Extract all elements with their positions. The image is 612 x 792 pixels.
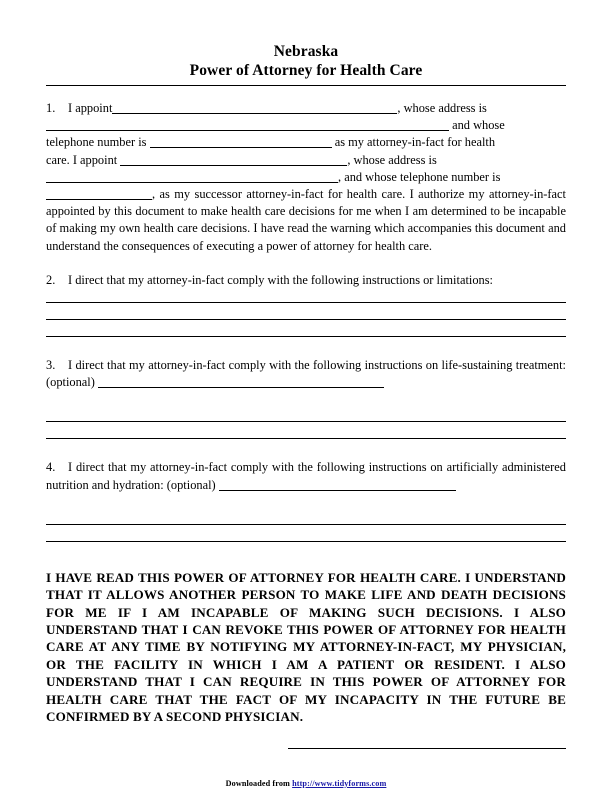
section-2	[46, 272, 566, 289]
section-3-number: 3.	[46, 358, 56, 373]
agent-address-blank[interactable]	[46, 119, 449, 131]
section-2-answer-line-1[interactable]	[46, 302, 566, 303]
signature-area	[46, 748, 566, 749]
section-1-text-i: , as my successor attorney-in-fact for health care. I authorize my attorney-in-fact appointed by this document to make health care decisions for me when I am determined to be incapable of making my own health care decisions. I have read the warning which accompanies this document and understand the consequences of executing a power of attorney for health care.	[46, 187, 566, 253]
section-1-number: 1.	[46, 101, 56, 115]
section-2-answer-line-2[interactable]	[46, 319, 566, 320]
acknowledgement-statement: I HAVE READ THIS POWER OF ATTORNEY FOR HEALTH CARE. I UNDERSTAND THAT IT ALLOWS ANOTHER PERSON TO MAKE LIFE AND DEATH DECISIONS FOR ME IF I AM INCAPABLE OF MAKING SUCH DECISIONS. I ALSO UNDERSTAND THAT I CAN REVOKE THIS POWER OF ATTORNEY FOR HEALTH CARE AT ANY TIME BY NOTIFYING MY ATTORNEY-IN-FACT, MY PHYSICIAN, OR THE FACILITY IN WHICH I AM A PATIENT OR RESIDENT. I ALSO UNDERSTAND THAT I CAN REQUIRE IN THIS POWER OF ATTORNEY FOR HEALTH CARE THAT THE FACT OF MY INCAPACITY IN THE FUTURE BE CONFIRMED BY A SECOND PHYSICIAN.	[46, 569, 566, 725]
section-4-answer-line-2[interactable]	[46, 541, 566, 542]
section-2-text: I direct that my attorney-in-fact comply with the following instructions or limitations:	[68, 272, 493, 287]
section-3	[46, 357, 566, 391]
section-1-text-b: , whose address is	[397, 101, 487, 115]
section-2-answer-line-3[interactable]	[46, 336, 566, 337]
section-2-number: 2.	[46, 272, 56, 287]
section-1-text-e: as my attorney-in-fact for health	[334, 135, 496, 150]
document-header	[46, 0, 566, 80]
page-title-line-1: Nebraska	[273, 43, 339, 60]
section-1-text-a: I appoint	[68, 101, 113, 115]
section-3-answer-line-1[interactable]	[46, 421, 566, 422]
signature-line[interactable]	[288, 748, 566, 749]
section-1-text-c: and whose	[452, 118, 505, 133]
agent-name-blank[interactable]	[112, 102, 397, 114]
page-title-line-2: Power of Attorney for Health Care	[189, 62, 423, 79]
section-4-text: I direct that my attorney-in-fact comply with the following instructions on artificially administered nutrition and hydration: (optional)	[46, 460, 566, 492]
section-1-text-h: , and whose telephone number is	[338, 169, 501, 184]
section-3-text: I direct that my attorney-in-fact comply with the following instructions on life-sustaining treatment: (optional)	[46, 358, 566, 390]
document-page	[46, 0, 566, 792]
footer-url-link[interactable]: http://www.tidyforms.com	[292, 779, 387, 788]
section-1-text-f: care. I appoint	[46, 152, 118, 167]
section-3-answer-inline-blank[interactable]	[98, 376, 384, 388]
section-1-text-g: , whose address is	[347, 152, 437, 167]
section-4	[46, 459, 566, 493]
section-4-answer-inline-blank[interactable]	[219, 479, 456, 491]
section-1	[46, 100, 566, 255]
successor-phone-blank[interactable]	[46, 188, 152, 200]
section-3-answer-line-2[interactable]	[46, 438, 566, 439]
footer	[0, 779, 612, 788]
section-1-text-d: telephone number is	[46, 135, 147, 150]
successor-name-blank[interactable]	[120, 154, 347, 166]
section-4-number: 4.	[46, 460, 56, 475]
footer-label: Downloaded from	[225, 779, 293, 788]
agent-phone-blank[interactable]	[150, 136, 332, 148]
successor-address-blank[interactable]	[46, 171, 338, 183]
section-4-answer-line-1[interactable]	[46, 524, 566, 525]
